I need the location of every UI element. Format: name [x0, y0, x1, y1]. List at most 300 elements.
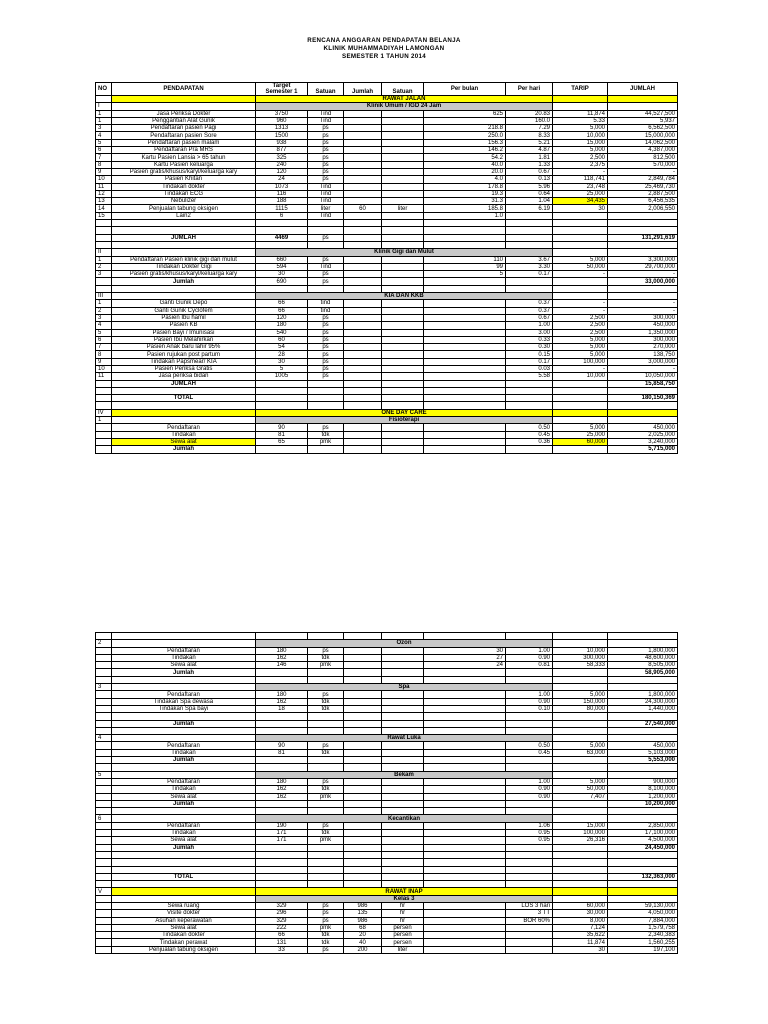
cell-pendapatan: Tindakan perawat: [112, 939, 256, 946]
empty-cell: [608, 293, 678, 300]
table-row: [96, 190, 678, 197]
cell-pendapatan: Sewa alat: [112, 438, 256, 445]
empty-cell: [112, 866, 256, 873]
table-row: [96, 424, 678, 431]
cell-satuan2: [382, 117, 424, 124]
cell-perbulan: [424, 910, 506, 917]
empty-cell: [308, 764, 344, 771]
cell-satuan2: [382, 307, 424, 314]
subsection-title: Klinik Umum / IGD 24 Jam: [256, 103, 553, 110]
cell-perbulan: 156.3: [424, 139, 506, 146]
empty-cell: [112, 764, 256, 771]
cell-satuan2: [382, 830, 424, 837]
empty-cell: [308, 859, 344, 866]
cell-jumlah: [344, 125, 382, 132]
cell-target: 18: [256, 705, 308, 712]
cell-perhari: [506, 800, 553, 807]
cell-target: 120: [256, 168, 308, 175]
cell-no: [96, 395, 112, 402]
table-row: [96, 902, 678, 909]
cell-target: 171: [256, 830, 308, 837]
cell-pendapatan: Jumlah: [112, 844, 256, 851]
empty-cell: [424, 859, 506, 866]
cell-tarip: -: [553, 300, 608, 307]
cell-satuan2: [382, 365, 424, 372]
empty-cell: [308, 713, 344, 720]
cell-no: [96, 705, 112, 712]
cell-no: 11: [96, 373, 112, 380]
table-row: [96, 446, 678, 453]
budget-table-page-2: [95, 632, 678, 954]
cell-satuan: ps: [308, 322, 344, 329]
cell-satuan: ps: [308, 139, 344, 146]
cell-perbulan: [424, 424, 506, 431]
cell-perbulan: [424, 793, 506, 800]
table-row: [96, 139, 678, 146]
cell-jumlah: [344, 344, 382, 351]
row-number: 6: [96, 815, 112, 822]
empty-cell: [308, 285, 344, 292]
empty-cell: [506, 851, 553, 858]
empty-cell: [308, 227, 344, 234]
empty-cell: [553, 402, 608, 409]
cell-perhari: [506, 278, 553, 285]
cell-perhari: [506, 669, 553, 676]
cell-satuan: ps: [308, 329, 344, 336]
cell-satuan: tdk: [308, 749, 344, 756]
table-row: [96, 161, 678, 168]
cell-no: [96, 647, 112, 654]
empty-cell: [506, 881, 553, 888]
section-row: [96, 888, 678, 895]
cell-target: 1005: [256, 373, 308, 380]
cell-satuan2: persen: [382, 939, 424, 946]
empty-cell: [112, 640, 256, 647]
empty-cell: [608, 241, 678, 248]
empty-cell: [553, 771, 608, 778]
table-row: [96, 117, 678, 124]
table-row: [96, 837, 678, 844]
cell-satuan2: [382, 176, 424, 183]
empty-cell: [553, 96, 608, 103]
cell-pendapatan: Sewa alat: [112, 662, 256, 669]
cell-jumlah-total: 450,000: [608, 322, 678, 329]
cell-satuan: pmk: [308, 837, 344, 844]
cell-tarip: [553, 446, 608, 453]
cell-perhari: 0.03: [506, 365, 553, 372]
empty-cell: [256, 713, 308, 720]
cell-jumlah-total: 300,000: [608, 314, 678, 321]
empty-cell: [112, 815, 256, 822]
row-number: 1: [96, 417, 112, 424]
cell-tarip: 11,874: [553, 110, 608, 117]
cell-jumlah: [344, 395, 382, 402]
cell-satuan: [308, 380, 344, 387]
blank-row: [96, 713, 678, 720]
cell-satuan: [308, 844, 344, 851]
cell-target: 877: [256, 147, 308, 154]
empty-cell: [608, 227, 678, 234]
empty-cell: [308, 387, 344, 394]
cell-tarip: [553, 395, 608, 402]
cell-target: [256, 873, 308, 880]
cell-pendapatan: Pendaftaran: [112, 822, 256, 829]
cell-satuan: [308, 757, 344, 764]
cell-satuan2: [382, 757, 424, 764]
cell-perhari: 0.90: [506, 786, 553, 793]
table-row: [96, 176, 678, 183]
cell-no: [96, 873, 112, 880]
table-row: [96, 234, 678, 241]
cell-perhari: 0.64: [506, 190, 553, 197]
cell-satuan: [308, 720, 344, 727]
cell-satuan2: [382, 161, 424, 168]
subsection-title: Fisioterapi: [256, 417, 553, 424]
cell-perbulan: [424, 873, 506, 880]
cell-jumlah: 40: [344, 939, 382, 946]
empty-cell: [608, 735, 678, 742]
cell-satuan: Tind: [308, 263, 344, 270]
cell-tarip: [553, 873, 608, 880]
cell-pendapatan: TOTAL: [112, 873, 256, 880]
blank-row: [96, 764, 678, 771]
row-number: [96, 895, 112, 902]
cell-no: 13: [96, 198, 112, 205]
cell-jumlah-total: 450,000: [608, 424, 678, 431]
cell-target: 540: [256, 329, 308, 336]
cell-perbulan: 146.2: [424, 147, 506, 154]
subsection-row: [96, 895, 678, 902]
cell-target: 6: [256, 212, 308, 219]
cell-jumlah: [344, 307, 382, 314]
cell-no: 12: [96, 190, 112, 197]
cell-no: 5: [96, 329, 112, 336]
cell-target: 180: [256, 647, 308, 654]
cell-perbulan: 30: [424, 647, 506, 654]
cell-target: 690: [256, 278, 308, 285]
empty-cell: [424, 727, 506, 734]
cell-jumlah: [344, 654, 382, 661]
cell-satuan: ps: [308, 647, 344, 654]
cell-pendapatan: Tindakan dokter: [112, 932, 256, 939]
table-row: [96, 698, 678, 705]
cell-satuan: ps: [308, 176, 344, 183]
cell-satuan2: [382, 800, 424, 807]
cell-no: [96, 917, 112, 924]
cell-target: [256, 446, 308, 453]
empty-cell: [382, 220, 424, 227]
cell-satuan2: [382, 329, 424, 336]
cell-pendapatan: Pendaftaran: [112, 778, 256, 785]
cell-perhari: 20.83: [506, 110, 553, 117]
empty-cell: [344, 881, 382, 888]
cell-jumlah-total: 900,000: [608, 778, 678, 785]
cell-satuan2: [382, 647, 424, 654]
cell-perhari: 0.50: [506, 742, 553, 749]
cell-satuan2: [382, 778, 424, 785]
empty-cell: [308, 633, 344, 640]
cell-perhari: [506, 939, 553, 946]
cell-pendapatan: Tindakan Papsmear/ KIA: [112, 358, 256, 365]
table-row: [96, 705, 678, 712]
cell-pendapatan: Pasien Bayi / Imunisasi: [112, 329, 256, 336]
subsection-title: Kecantikan: [256, 815, 553, 822]
cell-target: 33: [256, 946, 308, 953]
empty-cell: [608, 771, 678, 778]
cell-tarip: -: [553, 168, 608, 175]
cell-tarip: 30: [553, 205, 608, 212]
cell-perhari: 3.30: [506, 263, 553, 270]
empty-cell: [256, 866, 308, 873]
cell-no: 7: [96, 344, 112, 351]
cell-pendapatan: Sewa alat: [112, 924, 256, 931]
cell-perhari: 0.10: [506, 705, 553, 712]
cell-jumlah: [344, 117, 382, 124]
cell-pendapatan: Tindakan Spa bayi: [112, 705, 256, 712]
cell-satuan2: [382, 793, 424, 800]
cell-jumlah-total: 29,700,000: [608, 263, 678, 270]
empty-cell: [382, 866, 424, 873]
cell-pendapatan: Tindakan: [112, 786, 256, 793]
cell-jumlah: [344, 800, 382, 807]
cell-target: 188: [256, 198, 308, 205]
empty-cell: [608, 676, 678, 683]
cell-satuan: pmk: [308, 793, 344, 800]
empty-cell: [256, 633, 308, 640]
cell-satuan: ps: [308, 902, 344, 909]
table-row: [96, 932, 678, 939]
empty-cell: [256, 387, 308, 394]
cell-satuan: Tind: [308, 212, 344, 219]
table-row: [96, 212, 678, 219]
cell-pendapatan: Pasien Periksa Gratis: [112, 365, 256, 372]
empty-cell: [608, 881, 678, 888]
cell-satuan: ps: [308, 147, 344, 154]
cell-target: 171: [256, 837, 308, 844]
empty-cell: [382, 727, 424, 734]
blank-row: [96, 387, 678, 394]
table-row: [96, 132, 678, 139]
cell-no: 3: [96, 125, 112, 132]
cell-satuan: Tind: [308, 190, 344, 197]
empty-cell: [424, 808, 506, 815]
empty-cell: [424, 633, 506, 640]
cell-target: 960: [256, 117, 308, 124]
empty-cell: [424, 227, 506, 234]
empty-cell: [96, 764, 112, 771]
cell-perbulan: [424, 698, 506, 705]
cell-no: 10: [96, 365, 112, 372]
cell-perbulan: [424, 431, 506, 438]
blank-row: [96, 241, 678, 248]
empty-cell: [112, 409, 256, 416]
table-row: [96, 438, 678, 445]
col-no-header: NO: [96, 83, 112, 96]
cell-target: 131: [256, 939, 308, 946]
subsection-row: [96, 249, 678, 256]
empty-cell: [308, 220, 344, 227]
cell-jumlah-total: 4,500,000: [608, 837, 678, 844]
cell-jumlah: [344, 139, 382, 146]
cell-perhari: 1.00: [506, 647, 553, 654]
empty-cell: [553, 859, 608, 866]
cell-tarip: 58,333: [553, 662, 608, 669]
empty-cell: [382, 676, 424, 683]
cell-jumlah-total: 300,000: [608, 336, 678, 343]
empty-cell: [112, 684, 256, 691]
cell-target: 222: [256, 924, 308, 931]
cell-target: 4469: [256, 234, 308, 241]
empty-cell: [96, 633, 112, 640]
cell-tarip: 5,000: [553, 125, 608, 132]
empty-cell: [96, 851, 112, 858]
cell-satuan2: [382, 336, 424, 343]
cell-satuan: ps: [308, 373, 344, 380]
cell-pendapatan: Kartu Pasien Lansia > 65 tahun: [112, 154, 256, 161]
empty-cell: [553, 227, 608, 234]
empty-cell: [382, 808, 424, 815]
row-number: 2: [96, 640, 112, 647]
cell-jumlah: [344, 830, 382, 837]
blank-row: [96, 402, 678, 409]
cell-satuan2: [382, 358, 424, 365]
empty-cell: [344, 227, 382, 234]
cell-pendapatan: Penjualan tabung oksigen: [112, 205, 256, 212]
subsection-row: [96, 815, 678, 822]
cell-jumlah: 986: [344, 917, 382, 924]
cell-perbulan: [424, 837, 506, 844]
empty-cell: [308, 866, 344, 873]
cell-no: [96, 669, 112, 676]
empty-cell: [112, 851, 256, 858]
empty-cell: [506, 285, 553, 292]
cell-tarip: 15,000: [553, 822, 608, 829]
cell-perbulan: [424, 946, 506, 953]
cell-target: 81: [256, 749, 308, 756]
subsection-row: [96, 684, 678, 691]
cell-jumlah-total: -: [608, 365, 678, 372]
cell-no: 15: [96, 212, 112, 219]
cell-perhari: 0.45: [506, 431, 553, 438]
cell-perhari: 160.0: [506, 117, 553, 124]
empty-cell: [256, 227, 308, 234]
empty-cell: [256, 285, 308, 292]
table-row: [96, 314, 678, 321]
cell-pendapatan: Ganti Gunik Cyclofem: [112, 307, 256, 314]
cell-jumlah: [344, 793, 382, 800]
empty-cell: [553, 866, 608, 873]
cell-satuan2: [382, 125, 424, 132]
cell-satuan2: [382, 698, 424, 705]
cell-tarip: 2,500: [553, 329, 608, 336]
cell-perhari: BOR 60%: [506, 917, 553, 924]
table-row: [96, 793, 678, 800]
cell-pendapatan: Pendaftaran pasien Sore: [112, 132, 256, 139]
cell-satuan: tdk: [308, 705, 344, 712]
empty-cell: [553, 735, 608, 742]
cell-pendapatan: Pendaftaran Pra MRS: [112, 147, 256, 154]
subsection-row: [96, 771, 678, 778]
cell-tarip: 50,000: [553, 786, 608, 793]
cell-no: 1: [96, 300, 112, 307]
cell-perhari: 1.04: [506, 198, 553, 205]
cell-target: 594: [256, 263, 308, 270]
table-row: [96, 662, 678, 669]
cell-perhari: [506, 873, 553, 880]
table-row: [96, 830, 678, 837]
empty-cell: [608, 859, 678, 866]
cell-perbulan: 54.2: [424, 154, 506, 161]
table-row: [96, 147, 678, 154]
cell-satuan: [308, 800, 344, 807]
cell-no: 3: [96, 314, 112, 321]
empty-cell: [608, 96, 678, 103]
cell-no: [96, 924, 112, 931]
col-satuan-header: Satuan: [308, 83, 344, 96]
cell-tarip: [553, 380, 608, 387]
cell-satuan2: [382, 234, 424, 241]
cell-jumlah: [344, 742, 382, 749]
report-title: RENCANA ANGGARAN PENDAPATAN BELANJA: [307, 37, 461, 44]
cell-jumlah-total: 5,715,000: [608, 446, 678, 453]
table-row: [96, 654, 678, 661]
table-row: [96, 278, 678, 285]
empty-cell: [506, 764, 553, 771]
cell-satuan: [308, 873, 344, 880]
empty-cell: [382, 241, 424, 248]
empty-cell: [256, 241, 308, 248]
cell-target: [256, 669, 308, 676]
empty-cell: [382, 851, 424, 858]
cell-perbulan: [424, 778, 506, 785]
empty-cell: [112, 633, 256, 640]
cell-perbulan: [424, 691, 506, 698]
cell-perhari: 0.90: [506, 793, 553, 800]
empty-cell: [112, 676, 256, 683]
empty-cell: [608, 402, 678, 409]
empty-cell: [344, 633, 382, 640]
cell-tarip: 7,407: [553, 793, 608, 800]
cell-jumlah-total: 25,469,730: [608, 183, 678, 190]
cell-satuan2: [382, 154, 424, 161]
cell-satuan: liter: [308, 205, 344, 212]
cell-jumlah-total: 2,340,383: [608, 932, 678, 939]
cell-perhari: 0.30: [506, 344, 553, 351]
cell-pendapatan: TOTAL: [112, 395, 256, 402]
cell-jumlah: [344, 365, 382, 372]
cell-jumlah-total: -: [608, 307, 678, 314]
cell-jumlah-total: 8,100,000: [608, 786, 678, 793]
cell-satuan: Tind: [308, 110, 344, 117]
cell-target: 162: [256, 654, 308, 661]
cell-target: 296: [256, 910, 308, 917]
cell-perhari: 0.90: [506, 654, 553, 661]
blank-row: [96, 727, 678, 734]
cell-pendapatan: Jumlah: [112, 669, 256, 676]
empty-cell: [608, 764, 678, 771]
table-row: [96, 307, 678, 314]
blank-row: [96, 676, 678, 683]
cell-perhari: [506, 757, 553, 764]
cell-tarip: 50,000: [553, 263, 608, 270]
cell-perbulan: [424, 351, 506, 358]
cell-tarip: [553, 212, 608, 219]
cell-satuan2: [382, 749, 424, 756]
cell-jumlah: [344, 183, 382, 190]
cell-tarip: 10,000: [553, 647, 608, 654]
cell-jumlah-total: 4,387,000: [608, 147, 678, 154]
cell-satuan2: hr: [382, 917, 424, 924]
